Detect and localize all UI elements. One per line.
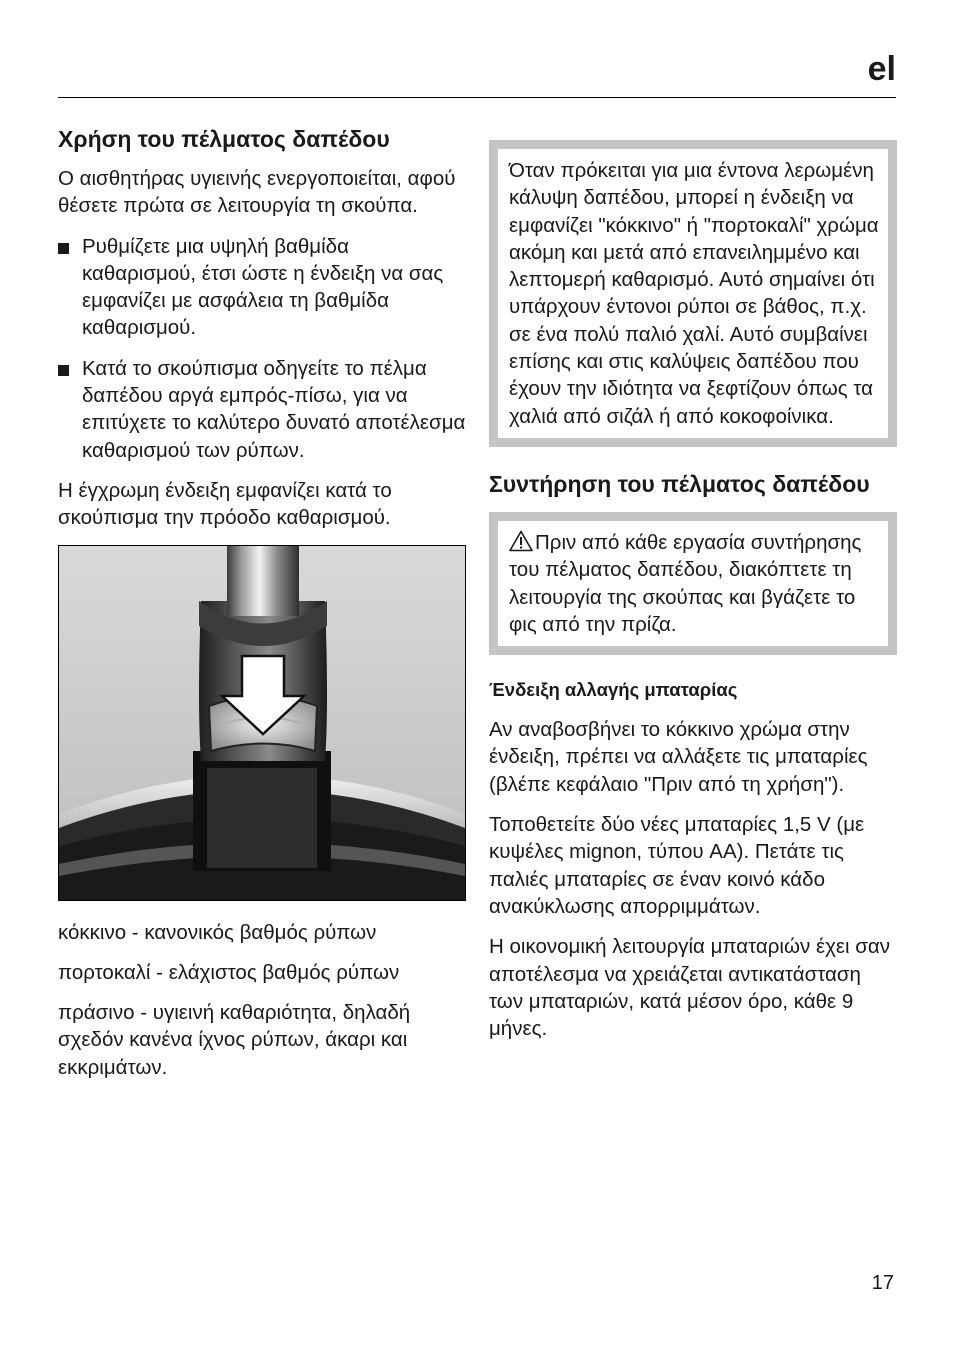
right-column	[489, 140, 897, 1055]
legend-green: πράσινο - υγιεινή καθαριότητα, δηλαδή σχεδόν κανένα ίχνος ρύπων, άκαρι και εκκριμάτων.	[58, 1001, 411, 1079]
section-heading-maintenance: Συντήρηση του πέλματος δαπέδου	[489, 470, 870, 497]
left-column	[58, 124, 468, 1094]
battery-indicator-subheading: Ένδειξη αλλαγής μπαταρίας	[489, 679, 738, 701]
info-note-box	[489, 140, 897, 447]
legend-orange: πορτοκαλί - ελάχιστος βαθμός ρύπων	[58, 960, 400, 984]
intro-paragraph: Ο αισθητήρας υγιεινής ενεργοποιείται, αφού θέσετε πρώτα σε λειτουργία τη σκούπα.	[58, 167, 456, 218]
vacuum-floor-head-image	[59, 546, 465, 900]
indicator-paragraph: Η έγχρωμη ένδειξη εμφανίζει κατά το σκούπισμα την πρόοδο καθαρισμού.	[58, 478, 392, 530]
bullet-text: Κατά το σκούπισμα οδηγείτε το πέλμα δαπέδου αργά εμπρός-πίσω, για να επιτύχετε το καλύτερο δυνατό αποτέλεσμα καθαρισμού των ρύπων.	[82, 356, 466, 462]
page-number: 17	[871, 1272, 894, 1294]
battery-paragraph-2: Τοποθετείτε δύο νέες μπαταρίες 1,5 V (με κυψέλες mignon, τύπου AA). Πετάτε τις παλιές μπαταρίες σε έναν κοινό κάδο ανακύκλωσης απορριμμάτων.	[489, 813, 865, 918]
legend-red: κόκκινο - κανονικός βαθμός ρύπων	[58, 920, 377, 944]
section-heading-usage: Χρήση του πέλματος δαπέδου	[58, 126, 390, 152]
battery-paragraph-3: Η οικονομική λειτουργία μπαταριών έχει σαν αποτέλεσμα να χρειάζεται αντικατάσταση των μπαταριών, κατά μέσον όρο, κάθε 9 μήνες.	[489, 935, 890, 1041]
battery-paragraph-1: Αν αναβοσβήνει το κόκκινο χρώμα στην ένδειξη, πρέπει να αλλάξετε τις μπαταρίες (βλέπε κεφάλαιο "Πριν από τη χρήση").	[489, 718, 868, 796]
bullet-text: Ρυθμίζετε μια υψηλή βαθμίδα καθαρισμού, έτσι ώστε η ένδειξη να σας εμφανίζει με ασφάλεια τη βαθμίδα καθαρισμού.	[82, 234, 444, 340]
language-code: el	[867, 50, 896, 88]
note-text: Όταν πρόκειται για μια έντονα λερωμένη κάλυψη δαπέδου, μπορεί η ένδειξη να εμφανίζει "κόκκινο" ή "πορτοκαλί" χρώμα ακόμη και μετά από επανειλημμένο και λεπτομερή καθαρισμό. Αυτό σημαίνει ότι υπάρχουν έντονοι ρύποι σε βάθος, π.χ. σε ένα πολύ παλιό χαλί. Αυτό συμβαίνει επίσης και στις καλύψεις δαπέδου που έχουν την ιδιότητα να ξεφτίζουν όπως τα χαλιά από σιζάλ ή από κοκοφοίνικα.	[509, 159, 879, 428]
bullet-item	[58, 233, 468, 342]
warning-box	[489, 512, 897, 655]
warning-text: Πριν από κάθε εργασία συντήρησης του πέλματος δαπέδου, διακόπτετε τη λειτουργία της σκούπας και βγάζετε το φις από την πρίζα.	[509, 530, 862, 636]
warning-paragraph	[509, 529, 879, 638]
warning-triangle-icon	[509, 530, 533, 552]
header-rule	[58, 97, 896, 98]
floor-head-illustration	[58, 545, 466, 901]
bullet-square-icon	[58, 243, 69, 254]
bullet-square-icon	[58, 365, 69, 376]
bullet-item	[58, 355, 468, 464]
